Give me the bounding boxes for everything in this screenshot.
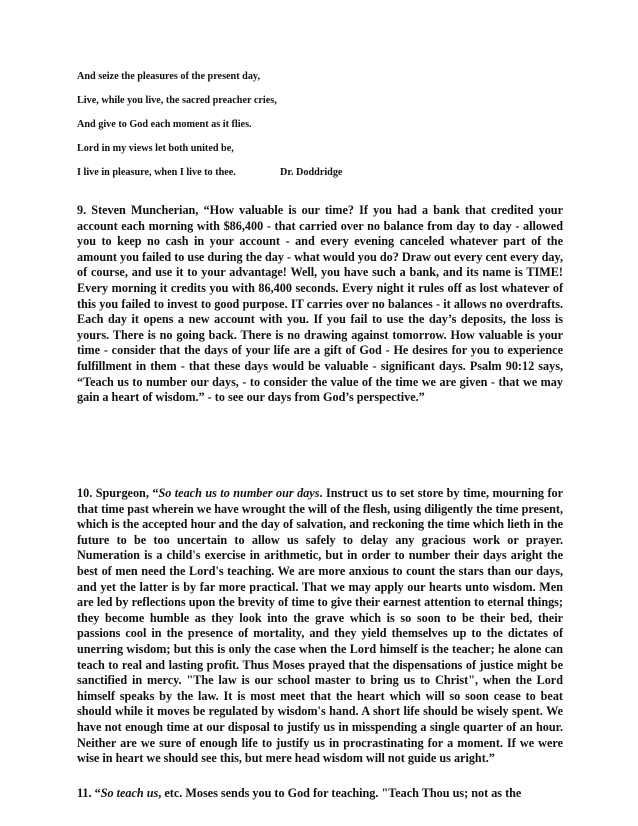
poem-attribution: Dr. Doddridge bbox=[280, 167, 343, 178]
paragraph-10-quote: So teach us to number our days bbox=[158, 486, 320, 500]
paragraph-9-text: 9. Steven Muncherian, “How valuable is our time? If you had a bank that credited your account each morning with $86,400 - that carried over no balance from day to day - allowed you to keep no cash in your account - and every evening canceled whatever part of the amount you failed to use during the day - what would you do? Draw out every cent every day, of course, and use it to your advantage! Well, you have such a bank, and its name is TIME! Every morning it credits you with 86,400 seconds. Every night it rules off as lost whatever of this you failed to invest to good purpose. IT carries over no balances - it allows no overdrafts. Each day it opens a new account with you. If you fail to use the day’s deposits, the loss is yours. There is no going back. There is no drawing against tomorrow. How valuable is your time - consider that the days of your life are a gift of God - He desires for you to experience fulfillment in them - that these days would be valuable - significant days. Psalm 90:12 says, “Teach us to number our days, - to consider the value of the time we are given - that we may gain a heart of wisdom.” - to see our days from God’s perspective.” bbox=[77, 203, 563, 405]
paragraph-11 bbox=[77, 786, 563, 802]
paragraph-10-rest: . Instruct us to set store by time, mourning for that time past wherein we have wrought the will of the flesh, using diligently the time present, which is the accepted hour and the day of salvation, and reckoning the time which lieth in the future to be too uncertain to allow us safely to delay any gracious work or prayer. Numeration is a child's exercise in arithmetic, but in order to number their days aright the best of men need the Lord's teaching. We are more anxious to count the stars than our days, and yet the latter is by far more practical. That we may apply our hearts unto wisdom. Men are led by reflections upon the brevity of time to give their earnest attention to eternal things; they become humble as they look into the grave which is so soon to be their bed, their passions cool in the presence of mortality, and they yield themselves up to the dictates of unerring wisdom; but this is only the case when the Lord himself is the teacher; he alone can teach to real and lasting profit. Thus Moses prayed that the dispensations of justice might be sanctified in mercy. "The law is our school master to bring us to Christ", when the Lord himself speaks by the law. It is most meet that the heart which will so soon cease to beat should while it moves be regulated by wisdom's hand. A short life should be wisely spent. We have not enough time at our disposal to justify us in misspending a single quarter of an hour. Neither are we sure of enough life to justify us in procrastinating for a moment. If we were wise in heart we should see this, but mere head wisdom will not guide us aright.” bbox=[77, 486, 564, 766]
poem-line-5 bbox=[77, 167, 557, 179]
poem-block bbox=[77, 71, 557, 179]
paragraph-11-text bbox=[77, 786, 563, 802]
paragraph-11-lead: 11. “ bbox=[77, 786, 101, 800]
poem-line-5-text: I live in pleasure, when I live to thee. bbox=[77, 167, 236, 178]
poem-line-4: Lord in my views let both united be, bbox=[77, 143, 234, 154]
paragraph-11-quote: So teach us bbox=[100, 786, 159, 800]
paragraph-10-lead: 10. Spurgeon, “ bbox=[77, 486, 159, 500]
paragraph-10 bbox=[77, 486, 563, 767]
poem-line-3: And give to God each moment as it flies. bbox=[77, 119, 252, 130]
poem-line-2: Live, while you live, the sacred preacher cries, bbox=[77, 95, 277, 106]
paragraph-11-rest: , etc. Moses sends you to God for teaching. "Teach Thou us; not as the bbox=[158, 786, 522, 800]
paragraph-9 bbox=[77, 203, 563, 406]
paragraph-10-text bbox=[77, 486, 563, 767]
poem-line-1: And seize the pleasures of the present day, bbox=[77, 71, 260, 82]
